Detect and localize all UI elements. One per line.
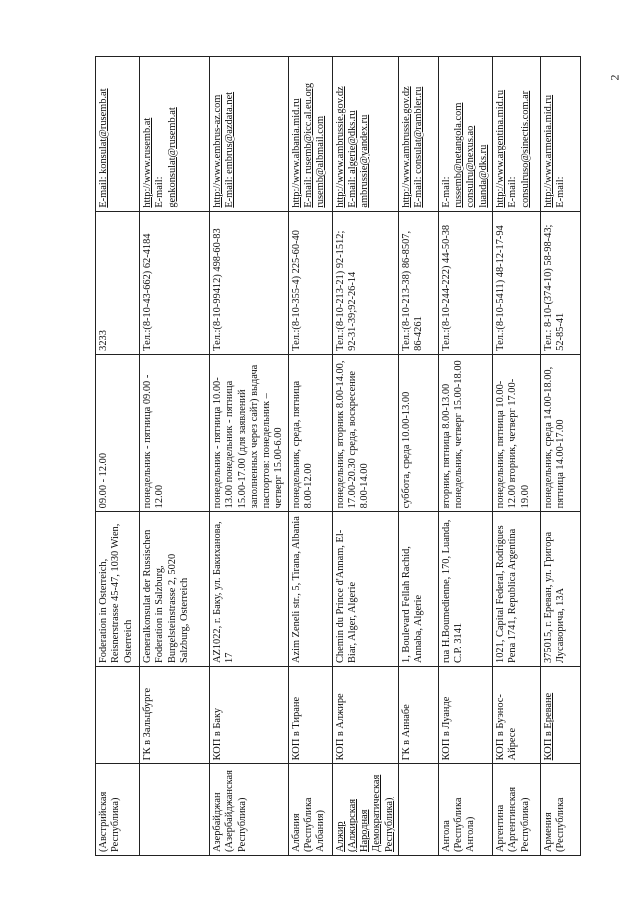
contacts-cell (492, 57, 540, 212)
contact-link[interactable]: consulruso@sinectis.com.ar (519, 90, 531, 208)
page-number: 2 (607, 74, 622, 81)
address-cell: 1021, Capital Federal, Rodrigues Pena 1741, Republica Argentina (492, 512, 540, 667)
hours-cell: понедельник, вторник 8.00-14.00, 17.00-20.30 среда, воскресение 8.00-14.00 (332, 354, 398, 512)
address-cell: 1, Boulevard Fellah Rachid, Annaba, Algerie (398, 512, 438, 667)
hours-cell: понедельник, среда, пятница 8.00-12.00 (288, 354, 332, 512)
contacts-cell (332, 57, 398, 212)
address-cell: Chemin du Prince d'Annam, El-Biar, Alger, Algerie (332, 512, 398, 667)
contact-link[interactable]: E-mail: rusemb@icc.al.eu.org (302, 82, 314, 208)
office-cell: ГК в Зальцбурге (140, 667, 210, 764)
table-row (332, 57, 398, 856)
table-row (288, 57, 332, 856)
country-cell: Армения (Республика (540, 764, 580, 856)
phone-cell: Тел.:(8-10-99412) 498-60-83 (210, 211, 289, 354)
address-cell: rua H.Boumedienne, 170, Luanda, C.P. 3141 (438, 512, 492, 667)
contact-link[interactable]: http://www.rusemb.at (142, 117, 153, 208)
address-cell: 375015, г. Ереван, ул. Григора Лусаворича, 13А (540, 512, 580, 667)
contact-link[interactable]: ambrussie@yandex.ru (359, 114, 371, 208)
contact-link[interactable]: consulru@nexus.ao (465, 125, 477, 208)
hours-cell: 09.00 - 12.00 (96, 354, 140, 512)
contacts-cell (438, 57, 492, 212)
hours-cell: понедельник, пятница 10.00-12.00 вторник, четверг 17.00-19.00 (492, 354, 540, 512)
hours-cell: понедельник - пятница 10.00-13.00 понедельник - пятница 15.00-17.00 (для заявлений заполненных через сайт) выдача паспортов: понедельник – четверг 15.00-6.00 (210, 354, 289, 512)
contact-label: E-mail: (440, 176, 452, 208)
table-row (438, 57, 492, 856)
contact-link[interactable]: http://www.ambrussie.gov.dz (334, 86, 346, 208)
contact-link[interactable]: E-mail: algerie@dks.ru (346, 110, 358, 208)
table-body (96, 57, 581, 856)
phone-cell: Тел.:(8-10-244-222) 44-50-38 (438, 211, 492, 354)
contact-link[interactable]: http://www.embrus-az.com (212, 94, 223, 208)
contact-label: E-mail: (154, 176, 166, 208)
table-row (540, 57, 580, 856)
phone-cell: Тел.:(8-10-355-4) 225-60-40 (288, 211, 332, 354)
address-cell: AZ1022, г. Баку, ул. Бакиханова, 17 (210, 512, 289, 667)
contact-link[interactable]: rusemb@albmail.com (315, 115, 327, 208)
contacts-cell (398, 57, 438, 212)
office-cell (96, 667, 140, 764)
contact-link[interactable]: E-mail: konsulat@rusemb.at (98, 88, 109, 208)
contact-link[interactable]: http://www.ambrussie.gov.dz (400, 86, 412, 208)
contacts-cell (540, 57, 580, 212)
country-cell (398, 764, 438, 856)
hours-cell: понедельник - пятница 09.00 - 12.00 (140, 354, 210, 512)
contacts-cell (210, 57, 289, 212)
phone-cell: Тел.:(8-10-5411) 48-12-17-94 (492, 211, 540, 354)
office-cell: КОП в Баку (210, 667, 289, 764)
table-row (96, 57, 140, 856)
hours-cell: суббота, среда 10.00-13.00 (398, 354, 438, 512)
table-row (398, 57, 438, 856)
table-row (492, 57, 540, 856)
phone-cell: Тел.:(8-10-213-21) 92-1512; 92-31-39;92-26-14 (332, 211, 398, 354)
address-cell: Azim Zenelі str., 5, Tirana, Albania (288, 512, 332, 667)
country-cell: (Австрийская Республика) (96, 764, 140, 856)
rotated-table-container (95, 56, 567, 856)
contact-link[interactable]: http://www.argentina.mid.ru (494, 89, 506, 208)
contact-link[interactable]: luanda@dks.ru (477, 144, 489, 208)
contact-link[interactable]: E-mail: consulat@rambler.ru (413, 86, 425, 208)
office-cell: КОП в Буэнос-Айресе (492, 667, 540, 764)
phone-cell: Тел.:(8-10-43-662) 62-4184 (140, 211, 210, 354)
phone-cell: Тел.:(8-10-213-38) 86-8507, 86-4261 (398, 211, 438, 354)
office-cell: КОП в Алжире (332, 667, 398, 764)
address-cell: Generalkonsulat der Russischen Foderation in Salzburg, Burgelsteinstrasse 2, 5020 Salzburg, Osterreich (140, 512, 210, 667)
country-cell: Азербайджан (Азербайджанская Республика) (210, 764, 289, 856)
contact-link[interactable]: E-mail: embrus@azdata.net (224, 91, 236, 208)
country-cell (140, 764, 210, 856)
table-row (210, 57, 289, 856)
table-row (140, 57, 210, 856)
hours-cell: вторник, пятница 8.00-13.00 понедельник, четверг 15.00-18.00 (438, 354, 492, 512)
office-cell: КОП в Тиране (288, 667, 332, 764)
hours-cell: понедельник, среда 14.00-18.00, пятница 14.00-17.00 (540, 354, 580, 512)
office-cell: КОП в Луанде (438, 667, 492, 764)
country-cell: Аргентина (Аргентинская Республика) (492, 764, 540, 856)
consulates-table (95, 56, 581, 856)
contact-label: E-mail: (555, 176, 567, 208)
contact-link[interactable]: http://www.armenia.mid.ru (542, 94, 554, 208)
address-cell: Foderation in Osterreich, Reisnerstrasse 45-47, 1030 Wien, Osterreich (96, 512, 140, 667)
phone-cell: Тел.: 8-10-(374-10) 58-98-43; 52-85-41 (540, 211, 580, 354)
office-cell: ГК в Аннабе (398, 667, 438, 764)
contact-label: E-mail: (507, 176, 519, 208)
contact-link[interactable]: http://www.albania.mid.ru (290, 98, 302, 208)
country-cell: Ангола (Республика Ангола) (438, 764, 492, 856)
country-cell: Албания (Республика Албания) (288, 764, 332, 856)
country-cell: Алжир (Алжирская Народная Демократическая Республика) (332, 764, 398, 856)
contacts-cell (96, 57, 140, 212)
phone-cell: 3233 (96, 211, 140, 354)
office-cell: КОП в Ереване (540, 667, 580, 764)
contact-link[interactable]: genkonsulat@rusemb.at (166, 107, 178, 208)
contacts-cell (288, 57, 332, 212)
contact-link[interactable]: russemb@netangola.com (453, 102, 465, 208)
contacts-cell (140, 57, 210, 212)
